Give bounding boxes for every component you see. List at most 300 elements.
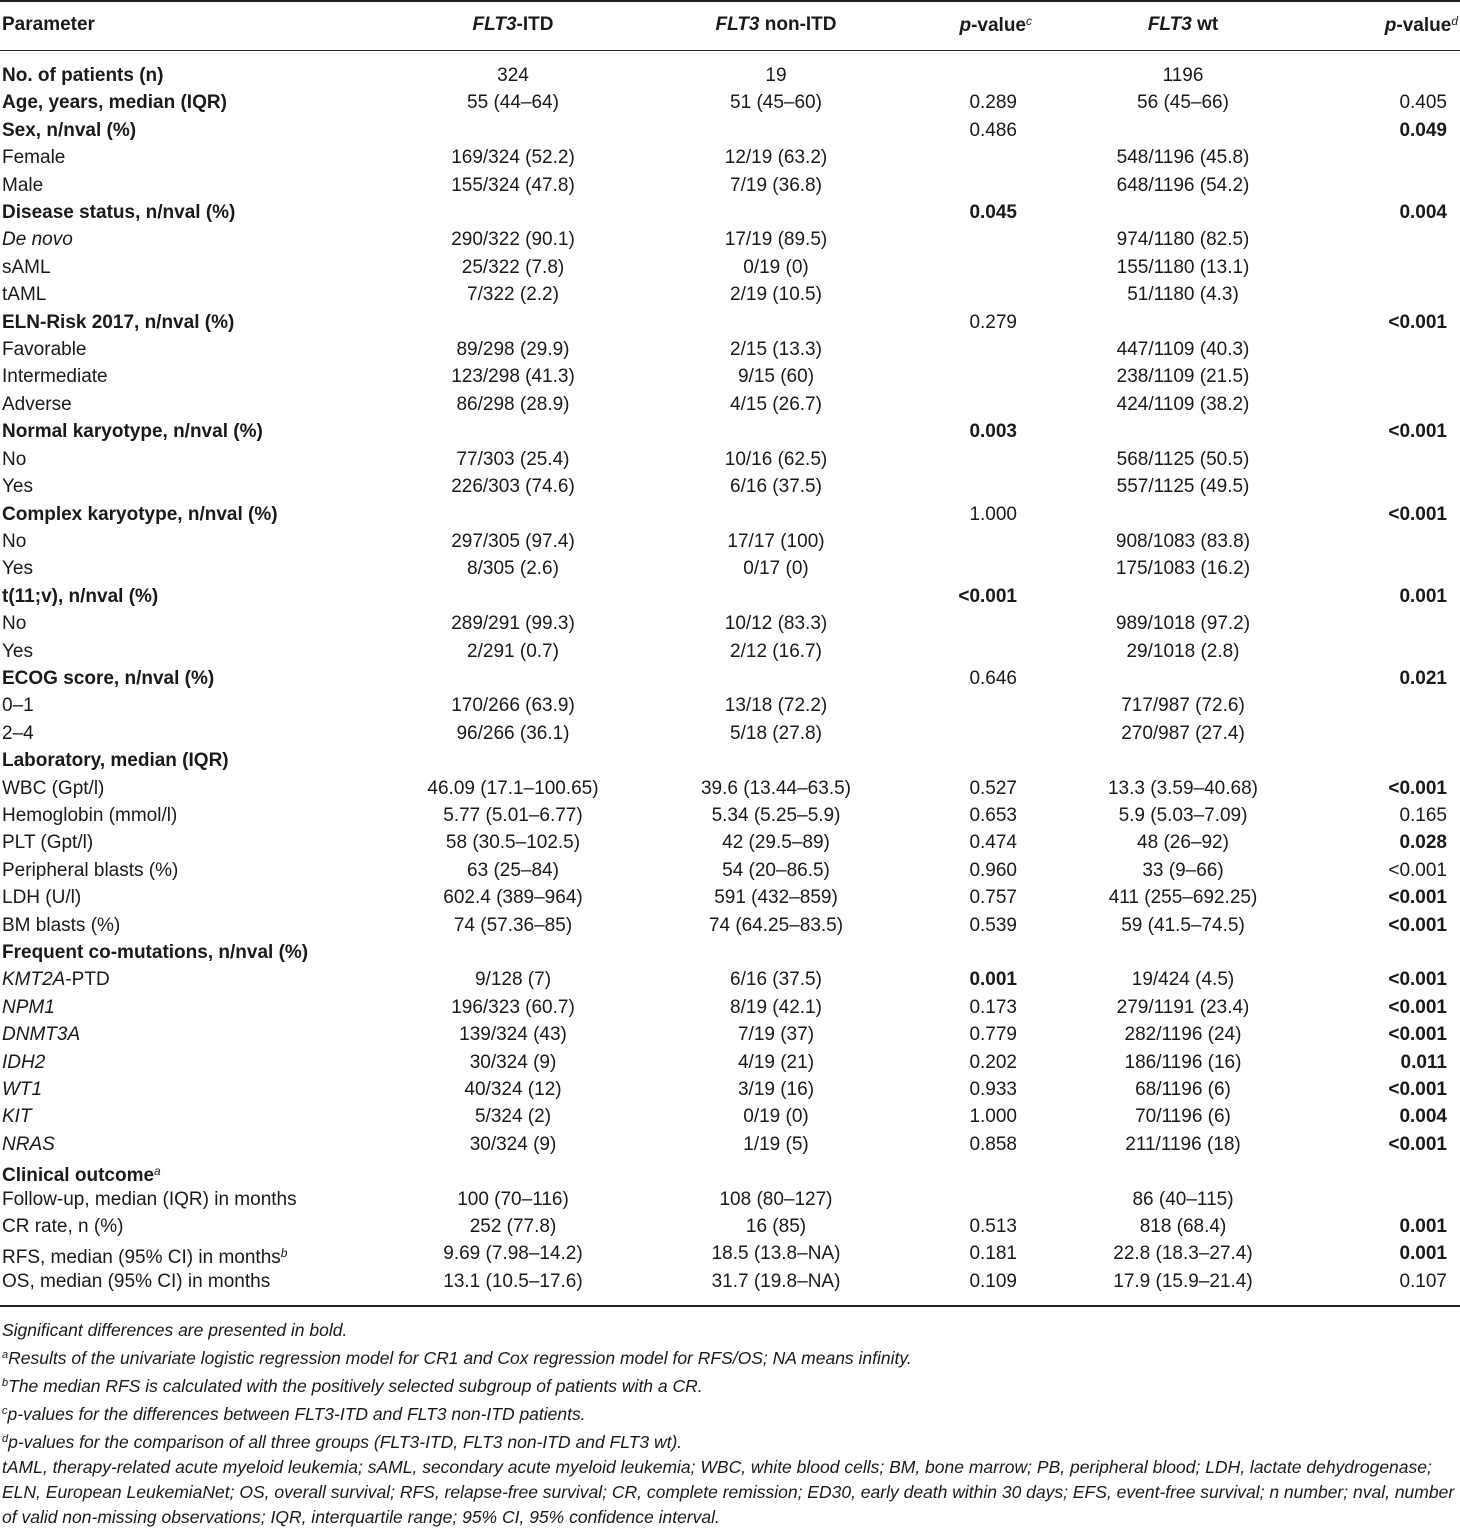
row-label-text: WBC (Gpt/l)	[2, 777, 105, 799]
flt3-wt-value: 717/987 (72.6)	[1121, 695, 1245, 717]
flt3-itd-value: 86/298 (28.9)	[456, 393, 570, 415]
flt3-wt-value: 648/1196 (54.2)	[1116, 174, 1250, 196]
p-value-c: 0.539	[969, 914, 1017, 936]
table-section-row	[0, 1158, 1460, 1185]
flt3-wt-value: 279/1191 (23.4)	[1116, 996, 1250, 1018]
row-label-text: RFS, median (95% CI) in months	[2, 1247, 281, 1269]
row-label-text: Adverse	[2, 393, 72, 415]
row-label	[2, 610, 26, 637]
p-value-c: 0.779	[969, 1024, 1017, 1046]
row-label-footnote-marker: a	[154, 1164, 161, 1179]
p-value-c: 0.527	[969, 777, 1017, 799]
footnote-b	[2, 1371, 1458, 1399]
row-label	[2, 1158, 161, 1189]
flt3-non-itd-value: 13/18 (72.2)	[724, 695, 828, 717]
flt3-non-itd-value: 108 (80–127)	[719, 1188, 833, 1210]
flt3-wt-value: 974/1180 (82.5)	[1116, 229, 1250, 251]
p-value-d: 0.011	[1400, 1051, 1447, 1073]
row-label-text: DNMT3A	[2, 1024, 81, 1046]
row-label	[2, 555, 33, 582]
row-label	[2, 418, 263, 445]
table-row	[0, 363, 1460, 390]
row-label	[2, 446, 26, 473]
row-label-text: ECOG score, n/nval (%)	[2, 667, 215, 689]
flt3-non-itd-value: 591 (432–859)	[714, 887, 838, 909]
flt3-non-itd-value: 10/16 (62.5)	[724, 448, 828, 470]
row-label-text: Complex karyotype, n/nval (%)	[2, 503, 278, 525]
table-row	[0, 1213, 1460, 1240]
p-value-c: 0.474	[969, 832, 1017, 854]
flt3-non-itd-value: 2/19 (10.5)	[730, 284, 822, 306]
header-flt3-non-itd-suffix: non-ITD	[759, 14, 837, 35]
table-section-row	[0, 501, 1460, 528]
flt3-itd-value: 30/324 (9)	[469, 1133, 557, 1155]
p-value-d: 0.021	[1399, 667, 1447, 689]
row-label-text: 0–1	[2, 695, 34, 717]
flt3-non-itd-value: 0/19 (0)	[743, 1106, 809, 1128]
row-label	[2, 199, 235, 226]
table-row	[0, 1186, 1460, 1213]
row-label-text: Sex, n/nval (%)	[2, 119, 137, 141]
p-value-c: 0.001	[969, 969, 1017, 991]
row-label-text: PLT (Gpt/l)	[2, 832, 94, 854]
row-label-text: De novo	[2, 229, 73, 251]
row-label	[2, 1103, 32, 1130]
flt3-itd-value: 324	[497, 65, 529, 86]
row-label	[2, 528, 26, 555]
row-label-text: Yes	[2, 476, 33, 498]
p-value-d: 0.001	[1399, 585, 1447, 607]
flt3-non-itd-value: 17/19 (89.5)	[724, 229, 828, 251]
flt3-wt-value: 270/987 (27.4)	[1121, 722, 1245, 744]
flt3-non-itd-value: 74 (64.25–83.5)	[708, 914, 844, 936]
table-section-row	[0, 665, 1460, 692]
table-section-row	[0, 117, 1460, 144]
table-row	[0, 391, 1460, 418]
footnote-b-marker: b	[2, 1377, 9, 1389]
flt3-non-itd-value: 19	[765, 65, 787, 86]
footnote-a-text: Results of the univariate logistic regression model for CR1 and Cox regression model for RFS/OS; NA means infinity.	[8, 1348, 912, 1368]
table-row	[0, 336, 1460, 363]
row-label-text: BM blasts (%)	[2, 914, 121, 936]
table-row	[0, 144, 1460, 171]
flt3-non-itd-value: 42 (29.5–89)	[722, 832, 830, 854]
p-value-d: 0.049	[1399, 119, 1447, 141]
row-label	[2, 1076, 42, 1103]
row-label-text: Laboratory, median (IQR)	[2, 750, 229, 772]
table-row	[0, 226, 1460, 253]
row-label	[2, 939, 308, 966]
p-value-c: 0.173	[969, 996, 1017, 1018]
flt3-itd-value: 155/324 (47.8)	[451, 174, 575, 196]
footnote-b-text: The median RFS is calculated with the positively selected subgroup of patients with a CR.	[8, 1376, 703, 1396]
flt3-itd-value: 40/324 (12)	[464, 1079, 562, 1101]
table-section-row	[0, 583, 1460, 610]
table-row	[0, 473, 1460, 500]
row-label	[2, 638, 33, 665]
flt3-itd-value: 297/305 (97.4)	[451, 530, 575, 552]
flt3-wt-value: 424/1109 (38.2)	[1116, 393, 1250, 415]
row-label	[2, 1213, 123, 1240]
p-value-c: 0.279	[969, 311, 1017, 333]
row-label-text: No	[2, 613, 27, 635]
p-value-d: 0.001	[1399, 1243, 1447, 1265]
flt3-wt-value: 411 (255–692.25)	[1108, 887, 1258, 909]
table-section-row	[0, 418, 1460, 445]
row-label	[2, 665, 214, 692]
flt3-non-itd-value: 4/19 (21)	[737, 1051, 815, 1073]
table-row	[0, 1049, 1460, 1076]
row-label-text: Disease status, n/nval (%)	[2, 202, 236, 224]
row-label	[2, 802, 177, 829]
footnote-d	[2, 1427, 1458, 1455]
row-label	[2, 775, 104, 802]
flt3-itd-value: 46.09 (17.1–100.65)	[427, 777, 599, 799]
p-value-d: 0.004	[1399, 202, 1447, 224]
p-value-c: 0.960	[969, 859, 1017, 881]
flt3-non-itd-value: 31.7 (19.8–NA)	[711, 1270, 841, 1292]
row-label	[2, 473, 33, 500]
flt3-wt-value: 13.3 (3.59–40.68)	[1107, 777, 1258, 799]
p-value-c: 0.289	[969, 92, 1017, 114]
table-row	[0, 638, 1460, 665]
flt3-itd-value: 5/324 (2)	[474, 1106, 552, 1128]
table-section-row	[0, 747, 1460, 774]
row-label	[2, 1240, 287, 1271]
flt3-wt-value: 17.9 (15.9–21.4)	[1113, 1270, 1253, 1292]
p-value-d: 0.165	[1399, 804, 1447, 826]
flt3-itd-value: 74 (57.36–85)	[453, 914, 573, 936]
row-label-footnote-marker: b	[280, 1246, 288, 1261]
flt3-wt-value: 70/1196 (6)	[1135, 1106, 1231, 1128]
flt3-itd-value: 123/298 (41.3)	[451, 366, 575, 388]
flt3-wt-value: 33 (9–66)	[1142, 859, 1224, 881]
table-row	[0, 966, 1460, 993]
flt3-non-itd-value: 54 (20–86.5)	[722, 859, 830, 881]
table-bottom-rule	[0, 1305, 1460, 1307]
table-row	[0, 446, 1460, 473]
header-p-value-c-sup: c	[1026, 14, 1032, 28]
row-label-text: No	[2, 448, 27, 470]
flt3-itd-value: 55 (44–64)	[467, 92, 559, 114]
row-label-text: Favorable	[2, 339, 87, 361]
flt3-non-itd-value: 0/17 (0)	[743, 558, 809, 580]
table-row	[0, 775, 1460, 802]
flt3-itd-value: 63 (25–84)	[467, 859, 559, 881]
flt3-itd-value: 25/322 (7.8)	[461, 256, 565, 278]
table-section-row	[0, 199, 1460, 226]
flt3-non-itd-value: 18.5 (13.8–NA)	[711, 1243, 841, 1265]
row-label	[2, 692, 34, 719]
flt3-wt-value: 175/1083 (16.2)	[1115, 558, 1251, 580]
p-value-d: <0.001	[1388, 887, 1447, 909]
table-row	[0, 528, 1460, 555]
flt3-wt-value: 568/1125 (50.5)	[1116, 448, 1250, 470]
flt3-itd-value: 30/324 (9)	[469, 1051, 557, 1073]
flt3-non-itd-value: 12/19 (63.2)	[724, 147, 828, 169]
header-flt3-itd-suffix: -ITD	[516, 14, 554, 35]
flt3-wt-value: 548/1196 (45.8)	[1116, 147, 1250, 169]
row-label	[2, 336, 87, 363]
p-value-d: <0.001	[1388, 777, 1447, 799]
row-label-suffix: -PTD	[65, 969, 110, 991]
flt3-non-itd-value: 6/16 (37.5)	[730, 969, 822, 991]
flt3-itd-value: 100 (70–116)	[457, 1188, 569, 1210]
flt3-itd-value: 9/128 (7)	[474, 969, 552, 991]
flt3-wt-value: 989/1018 (97.2)	[1115, 613, 1251, 635]
row-label-text: Female	[2, 147, 66, 169]
row-label-text: 2–4	[2, 722, 34, 744]
flt3-wt-value: 59 (41.5–74.5)	[1121, 914, 1245, 936]
header-flt3-wt-gene: FLT3	[1147, 14, 1192, 35]
flt3-itd-value: 96/266 (36.1)	[456, 722, 570, 744]
flt3-non-itd-value: 2/15 (13.3)	[730, 339, 822, 361]
p-value-d: <0.001	[1388, 996, 1447, 1018]
flt3-wt-value: 51/1180 (4.3)	[1127, 284, 1239, 306]
row-label-text: Hemoglobin (mmol/l)	[2, 804, 178, 826]
p-value-c: 0.486	[969, 119, 1017, 141]
table-row	[0, 802, 1460, 829]
flt3-itd-value: 7/322 (2.2)	[467, 284, 559, 306]
row-label	[2, 501, 278, 528]
row-label-text: IDH2	[2, 1051, 46, 1073]
flt3-non-itd-value: 9/15 (60)	[737, 366, 815, 388]
p-value-d: <0.001	[1388, 1079, 1447, 1101]
p-value-d: 0.004	[1399, 1106, 1447, 1128]
flt3-wt-value: 68/1196 (6)	[1135, 1079, 1231, 1101]
flt3-itd-value: 139/324 (43)	[459, 1024, 567, 1046]
table-section-row	[0, 309, 1460, 336]
flt3-non-itd-value: 17/17 (100)	[727, 530, 825, 552]
row-label	[2, 1021, 80, 1048]
row-label-text: Yes	[2, 640, 33, 662]
table-row	[0, 720, 1460, 747]
footnote-c-marker: c	[2, 1405, 8, 1417]
row-label-text: Age, years, median (IQR)	[2, 92, 227, 114]
table-section-row	[0, 939, 1460, 966]
row-label	[2, 1186, 297, 1213]
flt3-itd-value: 252 (77.8)	[469, 1216, 557, 1238]
flt3-wt-value: 186/1196 (16)	[1124, 1051, 1242, 1073]
flt3-wt-value: 5.9 (5.03–7.09)	[1118, 804, 1248, 826]
p-value-d: 0.107	[1399, 1270, 1447, 1292]
p-value-c: 0.003	[969, 421, 1017, 443]
p-value-c: 1.000	[969, 503, 1017, 525]
p-value-c: 0.858	[969, 1133, 1017, 1155]
flt3-itd-value: 89/298 (29.9)	[456, 339, 570, 361]
flt3-wt-value: 211/1196 (18)	[1125, 1133, 1241, 1155]
footnote-a	[2, 1343, 1458, 1371]
table-row	[0, 1021, 1460, 1048]
p-value-d: <0.001	[1388, 503, 1447, 525]
header-flt3-wt-suffix: wt	[1191, 14, 1219, 35]
row-label	[2, 857, 178, 884]
flt3-non-itd-value: 4/15 (26.7)	[730, 393, 822, 415]
header-p-value-c-p: p	[959, 15, 972, 36]
footnote-significance: Significant differences are presented in bold.	[2, 1320, 348, 1340]
footnote-abbreviations: tAML, therapy-related acute myeloid leukemia; sAML, secondary acute myeloid leukemia; WBC, white blood cells; BM, bone marrow; PB, peripheral blood; LDH, lactate dehydrogenase; ELN, European LeukemiaNet; OS, overall survival; RFS, relapse-free survival; CR, complete remission; ED30, early death within 30 days; EFS, event-free survival; n number; nval, number of valid non-missing observations; IQR, interquartile range; 95% CI, 95% confidence interval.	[2, 1457, 1455, 1527]
footnote-c	[2, 1399, 1458, 1427]
footnote-d-marker: d	[2, 1433, 9, 1445]
p-value-d: <0.001	[1388, 1133, 1447, 1155]
flt3-wt-value: 22.8 (18.3–27.4)	[1113, 1243, 1253, 1265]
row-label	[2, 1049, 45, 1076]
row-label-text: Clinical outcome	[2, 1165, 155, 1187]
flt3-wt-value: 155/1180 (13.1)	[1116, 256, 1250, 278]
p-value-c: 0.646	[969, 667, 1017, 689]
header-parameter: Parameter	[2, 14, 95, 35]
table-row	[0, 829, 1460, 856]
p-value-c: 0.513	[969, 1216, 1017, 1238]
p-value-d: 0.001	[1399, 1216, 1447, 1238]
row-label	[2, 884, 81, 911]
flt3-wt-value: 56 (45–66)	[1137, 92, 1229, 114]
table-row	[0, 1268, 1460, 1295]
header-p-value-c	[922, 14, 1032, 37]
row-label	[2, 966, 110, 993]
flt3-itd-value: 8/305 (2.6)	[467, 558, 559, 580]
table-row	[0, 857, 1460, 884]
row-label	[2, 281, 46, 308]
flt3-non-itd-value: 39.6 (13.44–63.5)	[700, 777, 851, 799]
table-row	[0, 884, 1460, 911]
row-label-text: CR rate, n (%)	[2, 1216, 124, 1238]
header-p-value-d-text: -value	[1396, 15, 1452, 36]
header-flt3-wt	[1063, 14, 1303, 36]
row-label	[2, 144, 65, 171]
p-value-c: 1.000	[969, 1106, 1017, 1128]
table-row	[0, 1240, 1460, 1267]
flt3-non-itd-value: 7/19 (37)	[737, 1024, 815, 1046]
p-value-c: 0.653	[969, 804, 1017, 826]
row-label	[2, 117, 136, 144]
header-p-value-c-text: -value	[971, 15, 1026, 36]
flt3-wt-value: 282/1196 (24)	[1124, 1024, 1242, 1046]
table-row	[0, 254, 1460, 281]
p-value-c: 0.933	[969, 1079, 1017, 1101]
flt3-wt-value: 908/1083 (83.8)	[1115, 530, 1251, 552]
row-label	[2, 391, 72, 418]
p-value-c: 0.045	[969, 202, 1017, 224]
row-label	[2, 912, 120, 939]
flt3-non-itd-value: 10/12 (83.3)	[724, 613, 828, 635]
flt3-non-itd-value: 7/19 (36.8)	[730, 174, 822, 196]
footnote-a-marker: a	[2, 1349, 9, 1361]
flt3-non-itd-value: 0/19 (0)	[743, 256, 809, 278]
header-flt3-non-itd	[663, 14, 889, 36]
header-flt3-non-itd-gene: FLT3	[715, 14, 760, 35]
flt3-itd-value: 289/291 (99.3)	[451, 613, 575, 635]
footnote-d-text: p-values for the comparison of all three groups (FLT3-ITD, FLT3 non-ITD and FLT3 wt).	[8, 1432, 683, 1452]
flt3-non-itd-value: 5.34 (5.25–5.9)	[711, 804, 841, 826]
flt3-wt-value: 29/1018 (2.8)	[1126, 640, 1240, 662]
row-label-text: NRAS	[2, 1133, 55, 1155]
row-label-text: sAML	[2, 256, 51, 278]
p-value-d: <0.001	[1388, 859, 1447, 881]
table-header-rule	[0, 50, 1460, 51]
flt3-itd-value: 13.1 (10.5–17.6)	[443, 1270, 583, 1292]
p-value-c: 0.181	[969, 1243, 1017, 1265]
row-label-text: WT1	[2, 1079, 43, 1101]
p-value-c: <0.001	[958, 585, 1017, 607]
flt3-itd-value: 170/266 (63.9)	[451, 695, 575, 717]
flt3-itd-value: 169/324 (52.2)	[451, 147, 575, 169]
row-label	[2, 309, 234, 336]
flt3-non-itd-value: 6/16 (37.5)	[730, 476, 822, 498]
row-label-text: tAML	[2, 284, 47, 306]
row-label-text: Normal karyotype, n/nval (%)	[2, 421, 263, 443]
row-label-text: KMT2A	[2, 969, 66, 991]
table-row	[0, 994, 1460, 1021]
row-label-text: OS, median (95% CI) in months	[2, 1270, 271, 1292]
table-footnotes	[2, 1318, 1458, 1530]
p-value-d: <0.001	[1388, 914, 1447, 936]
row-label-text: Frequent co-mutations, n/nval (%)	[2, 942, 309, 963]
p-value-d: <0.001	[1388, 969, 1447, 991]
row-label	[2, 829, 93, 856]
p-value-d: <0.001	[1388, 421, 1447, 443]
row-label-text: No. of patients (n)	[2, 65, 164, 86]
p-value-c: 0.109	[969, 1270, 1017, 1292]
header-p-value-d-sup: d	[1451, 14, 1458, 28]
flt3-non-itd-value: 5/18 (27.8)	[730, 722, 822, 744]
flt3-itd-value: 196/323 (60.7)	[451, 996, 575, 1018]
flt3-wt-value: 48 (26–92)	[1137, 832, 1229, 854]
p-value-d: <0.001	[1388, 311, 1447, 333]
flt3-itd-value: 226/303 (74.6)	[451, 476, 575, 498]
row-label-text: NPM1	[2, 996, 55, 1018]
flt3-itd-value: 9.69 (7.98–14.2)	[443, 1243, 583, 1265]
row-label	[2, 254, 51, 281]
flt3-itd-value: 5.77 (5.01–6.77)	[443, 804, 583, 826]
table-row	[0, 281, 1460, 308]
flt3-wt-value: 1196	[1162, 65, 1204, 86]
p-value-d: 0.028	[1399, 832, 1447, 854]
row-label-text: Intermediate	[2, 366, 108, 388]
flt3-wt-value: 447/1109 (40.3)	[1116, 339, 1250, 361]
row-label-text: Follow-up, median (IQR) in months	[2, 1188, 297, 1210]
header-p-value-d-p: p	[1384, 15, 1397, 36]
row-label	[2, 720, 34, 747]
table-body	[0, 62, 1460, 1295]
table-row	[0, 172, 1460, 199]
flt3-non-itd-value: 2/12 (16.7)	[730, 640, 822, 662]
table-row	[0, 610, 1460, 637]
row-label	[2, 994, 55, 1021]
flt3-non-itd-value: 8/19 (42.1)	[730, 996, 822, 1018]
flt3-wt-value: 19/424 (4.5)	[1131, 969, 1235, 991]
flt3-wt-value: 86 (40–115)	[1132, 1188, 1234, 1210]
table-row	[0, 1131, 1460, 1158]
row-label-text: t(11;v), n/nval (%)	[2, 585, 159, 607]
header-p-value-d	[1340, 14, 1458, 37]
row-label-text: ELN-Risk 2017, n/nval (%)	[2, 311, 235, 333]
row-label-text: Yes	[2, 558, 33, 580]
table-row	[0, 1103, 1460, 1130]
header-flt3-itd-gene: FLT3	[472, 14, 517, 35]
header-flt3-itd	[400, 14, 626, 36]
table-section-row	[0, 62, 1460, 89]
p-value-c: 0.757	[969, 887, 1017, 909]
row-label	[2, 226, 73, 253]
row-label	[2, 62, 163, 89]
table-row	[0, 692, 1460, 719]
row-label-text: Peripheral blasts (%)	[2, 859, 179, 881]
flt3-non-itd-value: 3/19 (16)	[737, 1079, 815, 1101]
flt3-itd-value: 290/322 (90.1)	[451, 229, 575, 251]
row-label-text: KIT	[2, 1106, 32, 1128]
row-label	[2, 363, 108, 390]
